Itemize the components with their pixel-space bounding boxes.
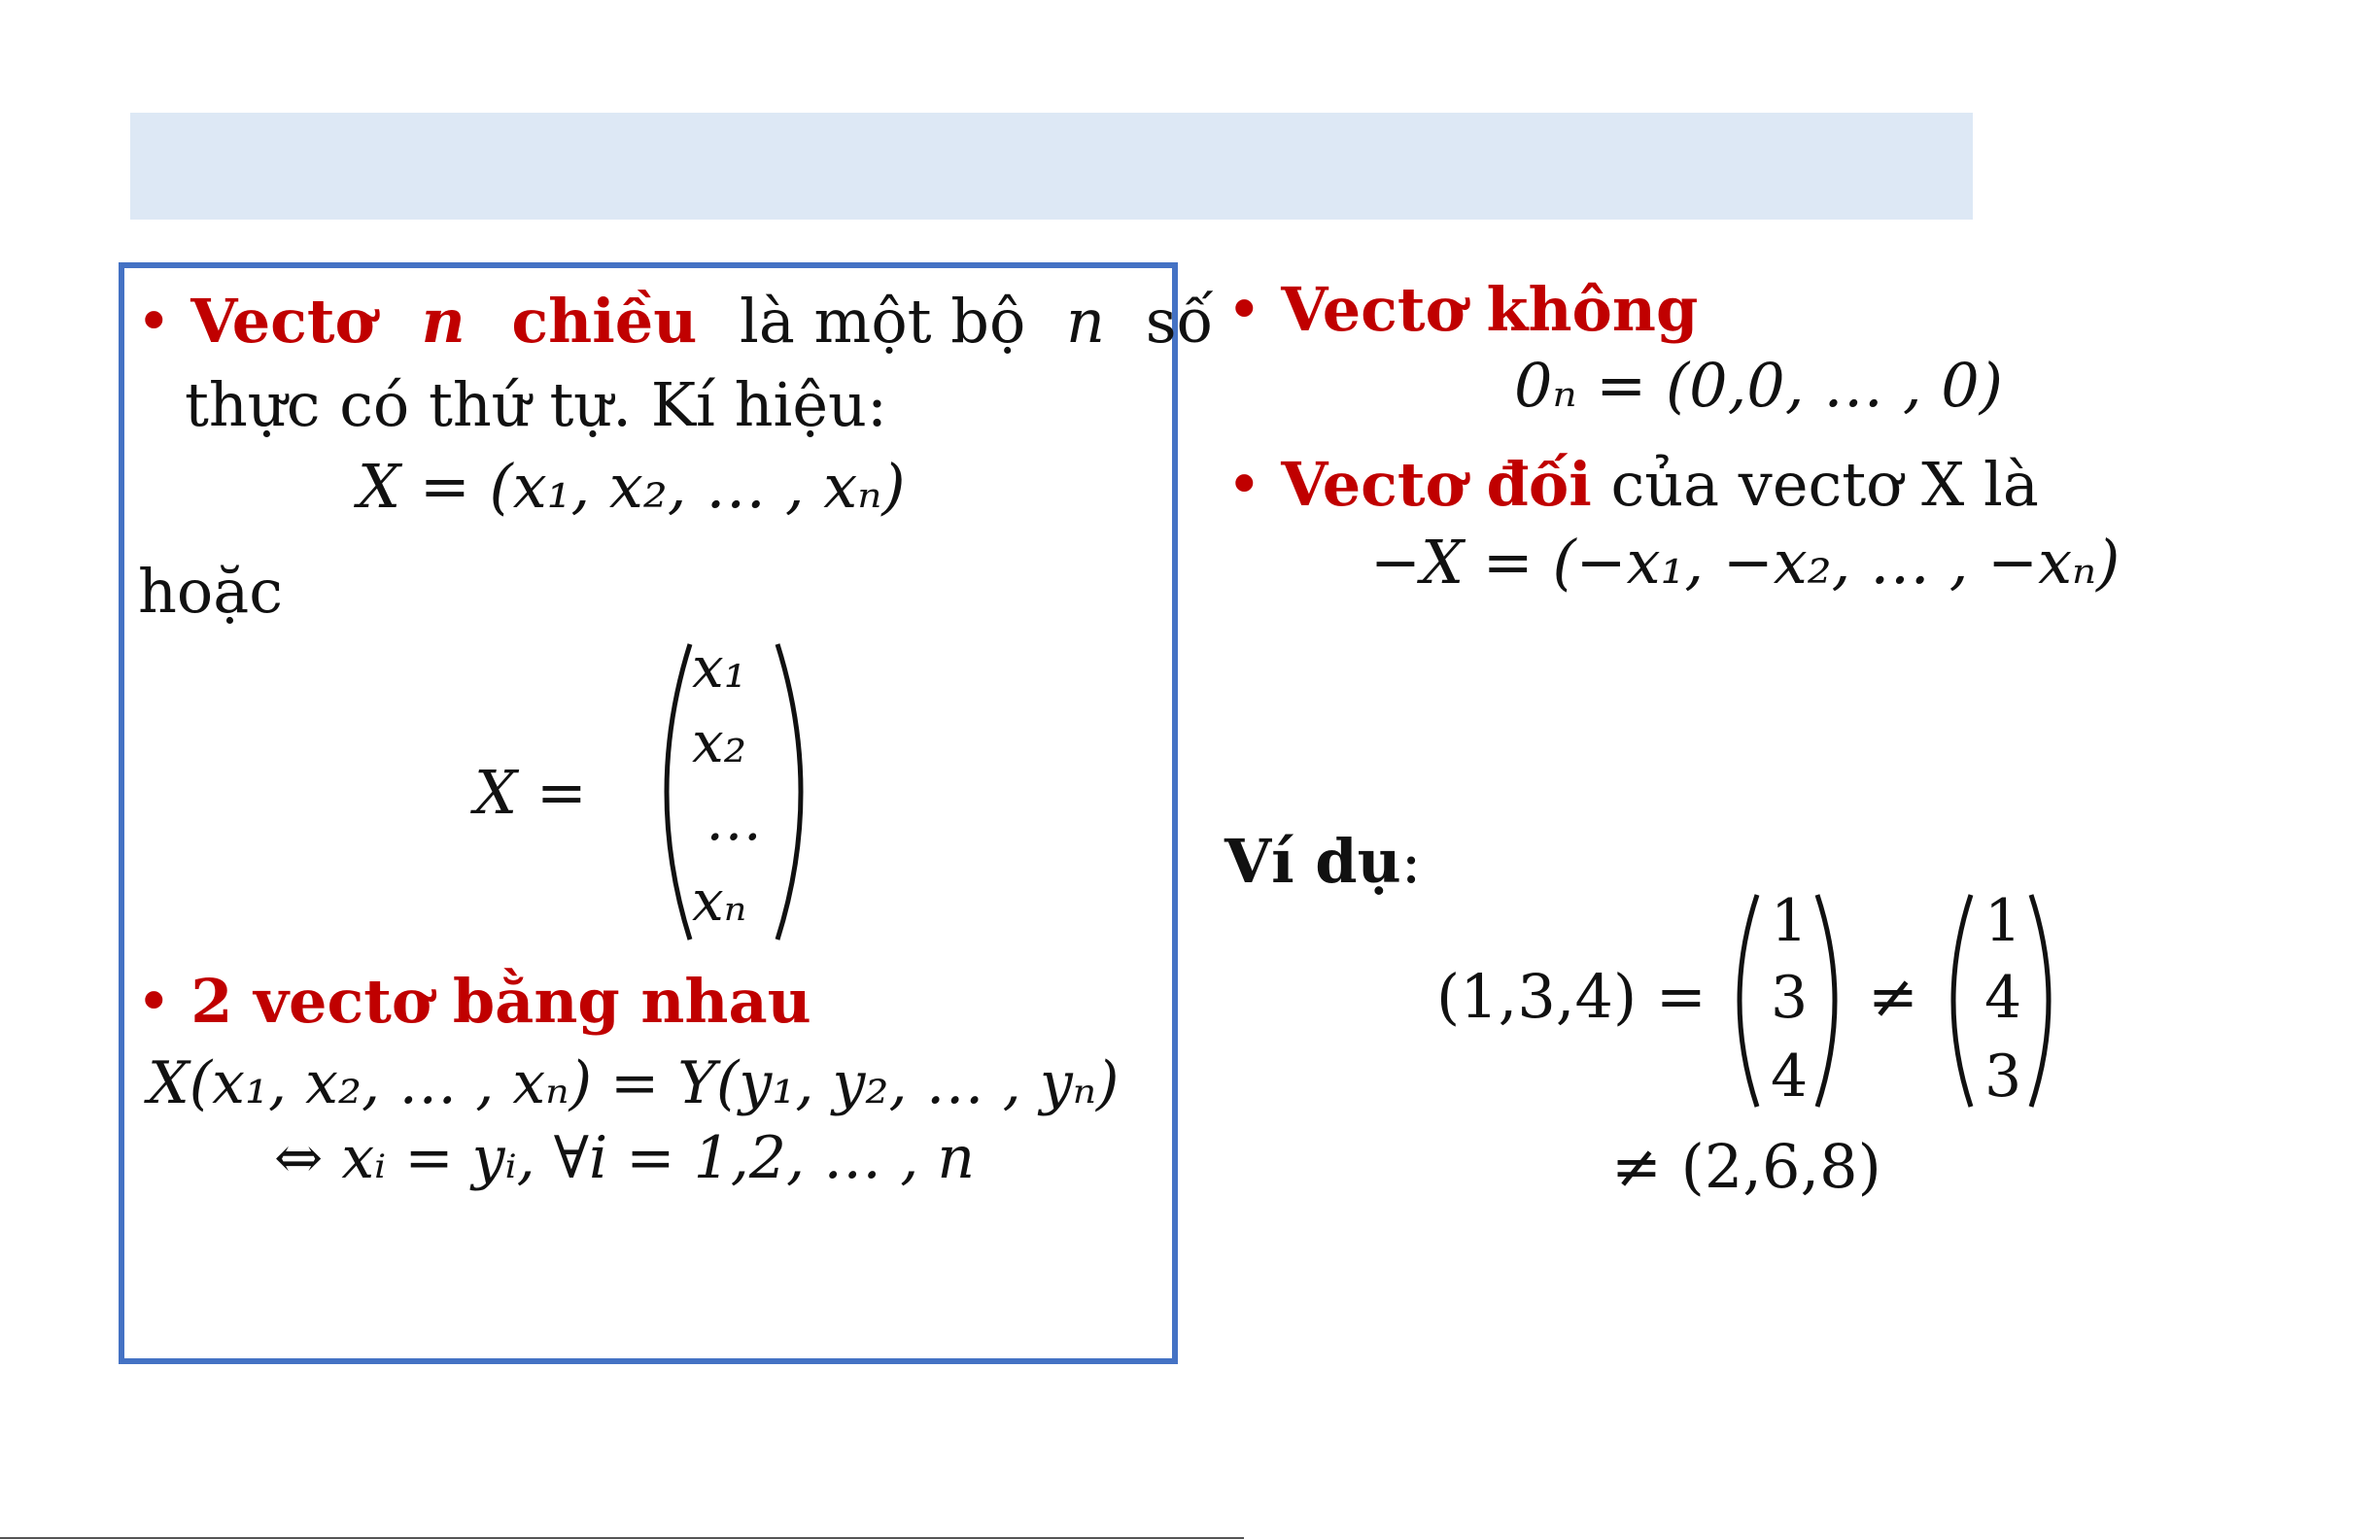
example-last-relation: ≠ (2,6,8) [1611,1131,1881,1202]
equal-vectors-formula-1: X(x₁, x₂, … , xₙ) = Y(y₁, y₂, … , yₙ) [148,1049,1120,1117]
example-col2-entry-3: 3 [1984,1043,2022,1111]
example-col1-entry-2: 3 [1771,964,1809,1032]
bullet: • [136,286,172,357]
definition-text-so: số [1145,286,1214,357]
term-chieu: chiều [511,286,698,357]
opposite-vector-formula: −X = (−x₁, −x₂, … , −xₙ) [1370,527,2121,598]
column-entry-1: x₁ [692,634,746,701]
equal-vectors-heading [136,966,811,1037]
zero-vector-heading [1226,274,1699,345]
definition-text: là một bộ [740,286,1026,357]
opposite-vector-title: Vectơ đối [1281,449,1592,520]
example-lhs: (1,3,4) = [1436,961,1707,1032]
example-col2-entry-1: 1 [1984,887,2022,955]
term-n: n [421,286,466,357]
bottom-divider [0,1537,1244,1539]
definition-line-1 [136,286,1214,357]
definition-n: n [1066,286,1105,357]
zero-vector-formula: 0ₙ = (0,0, … , 0) [1514,350,2003,421]
column-entry-2: x₂ [692,709,746,775]
bullet: • [136,966,172,1037]
zero-vector-title: Vectơ không [1281,274,1699,345]
definition-line-2: thực có thứ tự. Kí hiệu: [185,369,887,440]
row-vector-formula: X = (x₁, x₂, … , xₙ) [358,451,906,522]
opposite-vector-text: của vectơ X là [1610,449,2039,520]
example-not-equal: ≠ [1868,961,1918,1032]
example-col1-entry-3: 4 [1771,1043,1809,1111]
example-label: Ví dụ [1224,826,1401,897]
title-bar [130,113,1973,220]
bullet: • [1226,274,1262,345]
example-label-line [1224,826,1422,897]
equal-vectors-formula-2: ⇔ xᵢ = yᵢ, ∀i = 1,2, … , n [274,1124,976,1192]
example-col1-entry-1: 1 [1771,887,1809,955]
equal-vectors-title: 2 vectơ bằng nhau [190,966,811,1037]
column-entry-3: … [706,787,762,853]
column-entry-4: xₙ [692,868,747,934]
example-colon: : [1400,826,1422,897]
or-word: hoặc [138,556,283,627]
bullet: • [1226,449,1262,520]
opposite-vector-heading [1226,449,2039,520]
example-col2-entry-2: 4 [1984,964,2022,1032]
term-vecto: Vectơ [190,286,375,357]
column-vector-lhs: X = [474,757,587,828]
